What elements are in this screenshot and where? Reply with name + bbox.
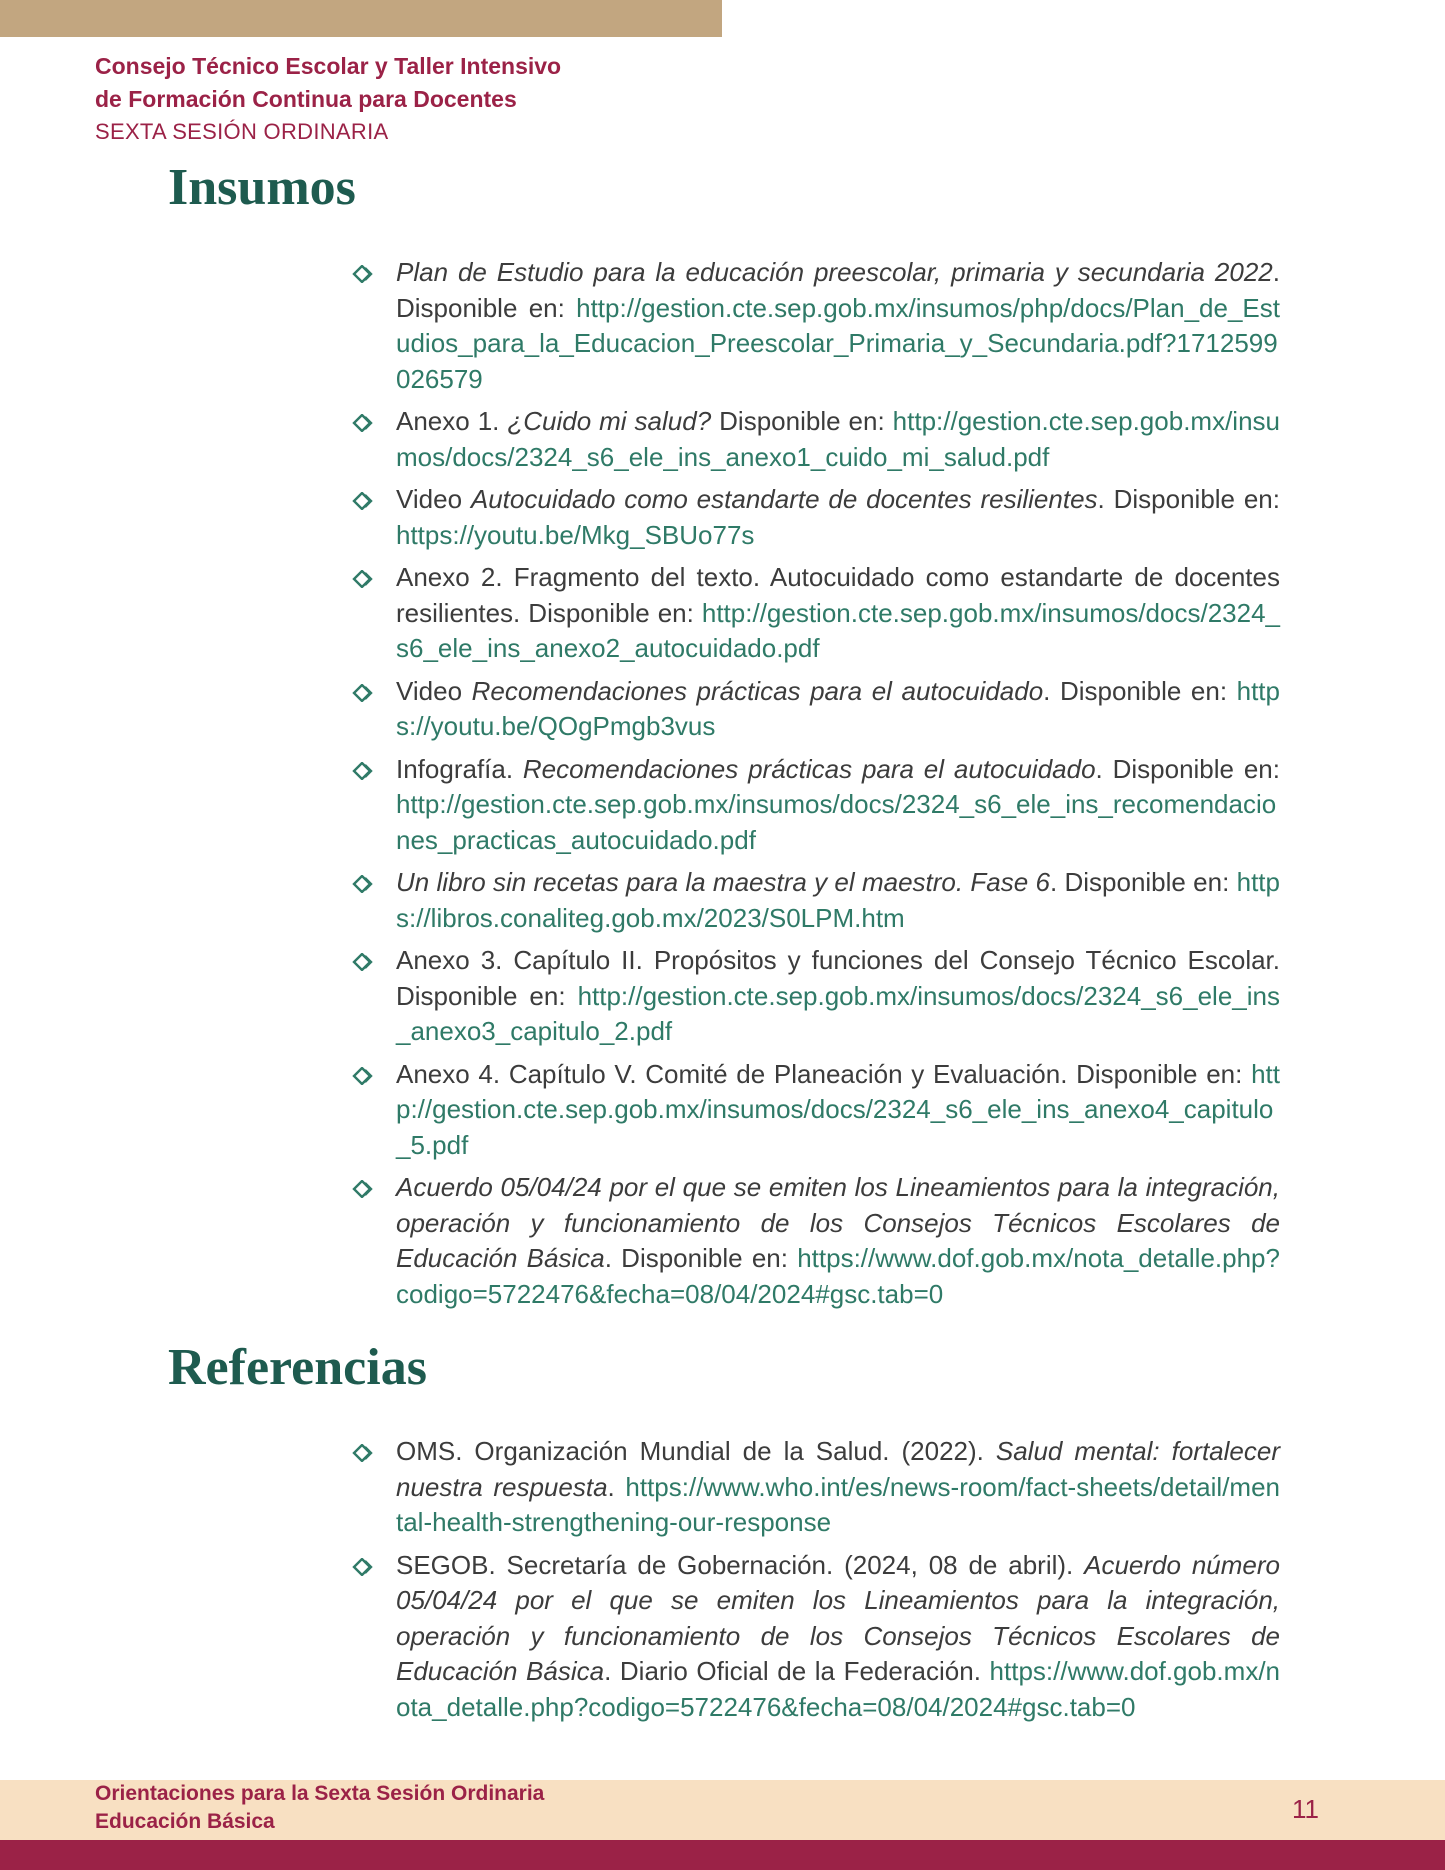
item-text: Anexo 4. Capítulo V. Comité de Planeación y Evaluación. Disponible en: xyxy=(396,1058,1252,1089)
insumo-item xyxy=(350,482,1280,553)
document-header xyxy=(95,50,795,148)
diamond-chevron-icon xyxy=(352,492,378,510)
item-link[interactable]: https://libros.conaliteg.gob.mx/2023/S0LPM.htm xyxy=(396,867,1280,933)
insumo-item xyxy=(350,1057,1280,1164)
item-text: . Disponible en: xyxy=(1049,867,1237,897)
diamond-chevron-icon xyxy=(352,684,378,702)
footer-title: Orientaciones para la Sexta Sesión Ordinaria xyxy=(95,1782,545,1805)
item-title-italic: ¿Cuido mi salud? xyxy=(507,406,712,436)
diamond-chevron-icon xyxy=(352,1558,378,1576)
item-title-italic: Acuerdo número 05/04/24 por el que se emiten los Lineamientos para la integración, operación y funcionamiento de los Consejos Técnicos Escolares de Educación Básica xyxy=(396,1549,1280,1686)
item-title-italic: Autocuidado como estandarte de docentes resilientes xyxy=(470,484,1098,514)
item-text: Anexo 2. Fragmento del texto. Autocuidado como estandarte de docentes resilientes. Disponible en: xyxy=(396,562,1280,628)
diamond-chevron-icon xyxy=(352,875,378,893)
item-link[interactable]: http://gestion.cte.sep.gob.mx/insumos/docs/2324_s6_ele_ins_anexo4_capitulo_5.pdf xyxy=(396,1058,1280,1160)
item-text: Disponible en: xyxy=(711,406,893,436)
item-link[interactable]: http://gestion.cte.sep.gob.mx/insumos/php/docs/Plan_de_Estudios_para_la_Educacion_Preescolar_Primaria_y_Secundaria.pdf?1712599026579 xyxy=(396,292,1280,394)
item-link[interactable]: https://www.who.int/es/news-room/fact-sheets/detail/mental-health-strengthening-our-response xyxy=(396,1471,1280,1537)
diamond-chevron-icon xyxy=(352,265,378,283)
section-title-insumos: Insumos xyxy=(168,159,356,216)
item-link[interactable]: http://gestion.cte.sep.gob.mx/insumos/docs/2324_s6_ele_ins_anexo2_autocuidado.pdf xyxy=(396,597,1280,663)
insumo-item xyxy=(350,943,1280,1050)
item-text: Anexo 1. xyxy=(396,406,508,436)
item-text: Infografía. xyxy=(396,753,523,784)
item-link[interactable]: https://www.dof.gob.mx/nota_detalle.php?codigo=5722476&fecha=08/04/2024#gsc.tab=0 xyxy=(396,1243,1280,1309)
item-text: . xyxy=(607,1471,626,1502)
insumo-item xyxy=(350,1170,1280,1312)
insumo-item xyxy=(350,560,1280,667)
header-title-line1: Consejo Técnico Escolar y Taller Intensivo xyxy=(95,53,562,79)
item-link[interactable]: https://youtu.be/QOgPmgb3vus xyxy=(396,675,1280,741)
diamond-chevron-icon xyxy=(352,953,378,971)
diamond-chevron-icon xyxy=(352,762,378,780)
item-link[interactable]: http://gestion.cte.sep.gob.mx/insumos/docs/2324_s6_ele_ins_recomendaciones_practicas_autocuidado.pdf xyxy=(396,789,1277,855)
insumo-item xyxy=(350,752,1280,859)
item-text: SEGOB. Secretaría de Gobernación. (2024, 08 de abril). xyxy=(396,1549,1085,1580)
item-title-italic: Un libro sin recetas para la maestra y el maestro. Fase 6 xyxy=(396,867,1050,897)
page-footer xyxy=(0,1780,1445,1840)
insumo-item xyxy=(350,865,1280,936)
footer-subtitle: Educación Básica xyxy=(95,1810,275,1833)
item-text: . Disponible en: xyxy=(604,1243,798,1273)
item-title-italic: Recomendaciones prácticas para el autocuidado xyxy=(471,675,1044,706)
item-link[interactable]: https://www.dof.gob.mx/nota_detalle.php?codigo=5722476&fecha=08/04/2024#gsc.tab=0 xyxy=(396,1656,1280,1722)
item-text: . Disponible en: xyxy=(396,257,1280,323)
insumo-item xyxy=(350,404,1280,475)
item-link[interactable]: http://gestion.cte.sep.gob.mx/insumos/docs/2324_s6_ele_ins_anexo3_capitulo_2.pdf xyxy=(396,980,1280,1046)
item-text: OMS. Organización Mundial de la Salud. (2022). xyxy=(396,1436,996,1466)
bottom-accent-bar xyxy=(0,1840,1445,1870)
insumo-item xyxy=(350,255,1280,397)
header-session: SEXTA SESIÓN ORDINARIA xyxy=(95,119,389,144)
referencias-list xyxy=(350,1434,1280,1732)
diamond-chevron-icon xyxy=(352,570,378,588)
item-text: Video xyxy=(396,675,472,706)
top-accent-bar xyxy=(0,0,722,37)
item-link[interactable]: http://gestion.cte.sep.gob.mx/insumos/docs/2324_s6_ele_ins_anexo1_cuido_mi_salud.pdf xyxy=(396,406,1280,472)
diamond-chevron-icon xyxy=(352,1067,378,1085)
referencia-item xyxy=(350,1548,1280,1726)
item-text: . Disponible en: xyxy=(1097,484,1280,514)
item-title-italic: Recomendaciones prácticas para el autocuidado xyxy=(522,753,1096,784)
item-text: Video xyxy=(396,484,471,514)
item-title-italic: Salud mental: fortalecer nuestra respuesta xyxy=(396,1436,1280,1502)
section-title-referencias: Referencias xyxy=(168,1339,427,1396)
diamond-chevron-icon xyxy=(352,1444,378,1462)
page-number: 11 xyxy=(1292,1794,1319,1824)
referencia-item xyxy=(350,1434,1280,1541)
item-link[interactable]: https://youtu.be/Mkg_SBUo77s xyxy=(396,519,755,550)
item-text: Anexo 3. Capítulo II. Propósitos y funciones del Consejo Técnico Escolar. Disponible en: xyxy=(396,945,1280,1011)
item-text: . Disponible en: xyxy=(1095,753,1280,784)
insumos-list xyxy=(350,255,1280,1319)
insumo-item xyxy=(350,674,1280,745)
header-title-line2: de Formación Continua para Docentes xyxy=(95,86,517,112)
item-text: . Diario Oficial de la Federación. xyxy=(604,1656,990,1686)
diamond-chevron-icon xyxy=(352,1180,378,1198)
item-title-italic: Plan de Estudio para la educación preescolar, primaria y secundaria 2022 xyxy=(396,257,1273,287)
diamond-chevron-icon xyxy=(352,414,378,432)
item-text: . Disponible en: xyxy=(1043,675,1237,706)
item-title-italic: Acuerdo 05/04/24 por el que se emiten los Lineamientos para la integración, operación y funcionamiento de los Consejos Técnicos Escolares de Educación Básica xyxy=(396,1172,1280,1273)
